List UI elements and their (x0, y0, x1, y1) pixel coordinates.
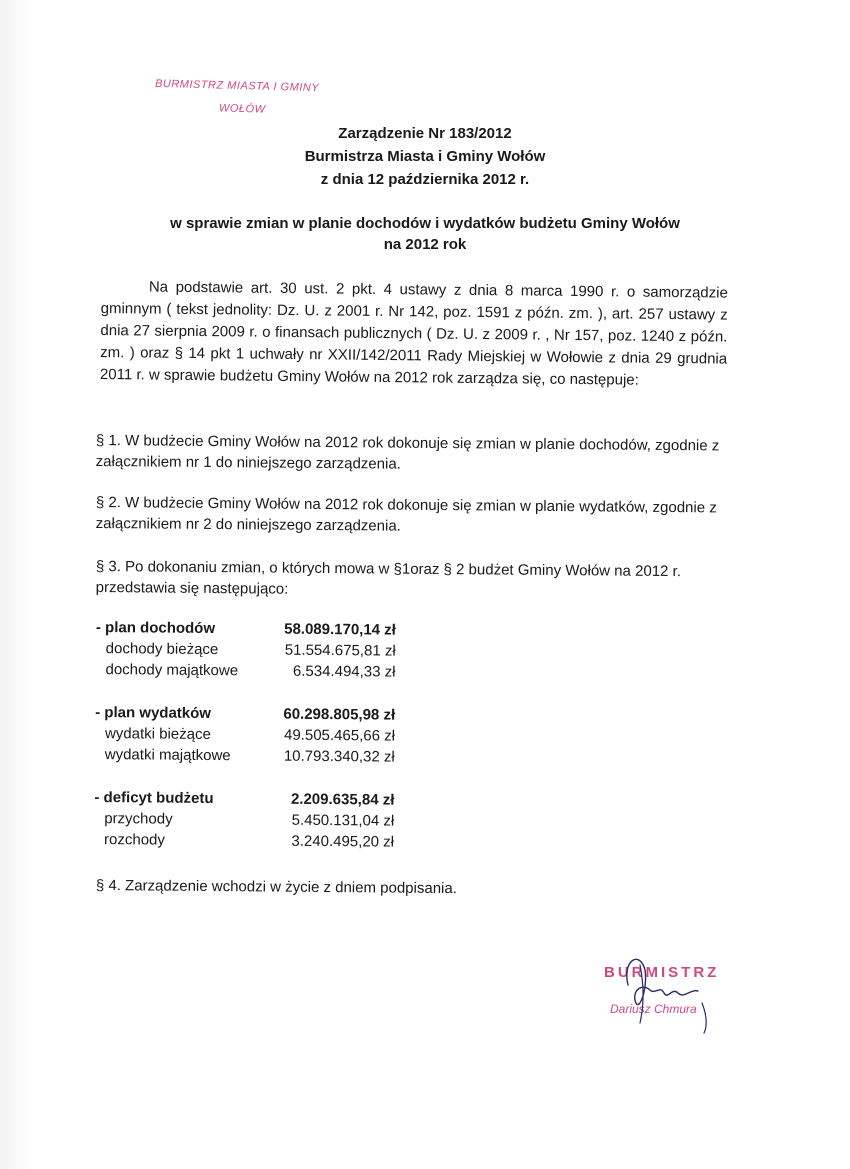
capital-expenses-label: wydatki majątkowe (104, 746, 231, 765)
capital-income-amount: 6.534.494,33 zł (292, 662, 396, 681)
deficit-label: - deficyt budżetu (94, 788, 214, 808)
outflow-label: rozchody (103, 831, 166, 849)
ordinance-issuer: Burmistrza Miasta i Gminy Wołów (304, 148, 546, 165)
expenses-row (95, 702, 395, 726)
expenses-amount: 60.298.805,98 zł (283, 705, 396, 724)
current-income-row (96, 638, 396, 662)
office-stamp-line1: BURMISTRZ MIASTA I GMINY (154, 77, 320, 95)
section-2: § 2. W budżecie Gminy Wołów na 2012 rok dokonuje się zmian w planie wydatków, zgodnie z załącznikiem nr 2 do niniejszego zarządzenia. (95, 493, 717, 535)
mayor-stamp-name: Dariusz Chmura (610, 1002, 697, 1016)
ordinance-number: Zarządzenie Nr 183/2012 (338, 125, 512, 142)
current-expenses-row (95, 723, 395, 747)
outflow-row (94, 829, 394, 853)
handwritten-signature (600, 945, 720, 1035)
capital-expenses-row (95, 744, 395, 768)
revenue-row (94, 808, 394, 832)
current-income-label: dochody bieżące (105, 640, 219, 659)
revenue-label: przychody (104, 810, 173, 828)
current-expenses-amount: 49.505.465,66 zł (283, 726, 396, 745)
capital-income-label: dochody majątkowe (105, 661, 239, 680)
subject-line1: w sprawie zmian w planie dochodów i wydatków budżetu Gminy Wołów (170, 215, 680, 232)
budget-summary (94, 617, 396, 853)
outflow-amount: 3.240.495,20 zł (291, 832, 395, 851)
subject-line2: na 2012 rok (383, 236, 467, 253)
current-income-amount: 51.554.675,81 zł (284, 641, 396, 660)
expenses-label: - plan wydatków (95, 703, 212, 723)
capital-income-row (95, 659, 395, 683)
capital-expenses-amount: 10.793.340,32 zł (283, 747, 395, 766)
deficit-row (94, 787, 394, 811)
income-amount: 58.089.170,14 zł (284, 620, 396, 639)
section-4: § 4. Zarządzenie wchodzi w życie z dniem podpisania. (95, 876, 458, 898)
ordinance-date: z dnia 12 października 2012 r. (320, 171, 530, 188)
mayor-stamp-title: BURMISTRZ (604, 964, 720, 981)
office-stamp-line2: WOŁÓW (218, 102, 266, 116)
current-expenses-label: wydatki bieżące (104, 725, 211, 744)
income-label: - plan dochodów (95, 618, 216, 638)
section-3: § 3. Po dokonaniu zmian, o których mowa w §1oraz § 2 budżet Gminy Wołów na 2012 r. przedstawia się następująco: (95, 557, 682, 598)
section-1: § 1. W budżecie Gminy Wołów na 2012 rok dokonuje się zmian w planie dochodów, zgodnie z załącznikiem nr 1 do niniejszego zarządzenia. (95, 431, 720, 473)
preamble-paragraph: Na podstawie art. 30 ust. 2 pkt. 4 ustawy z dnia 8 marca 1990 r. o samorządzie gminnym ( tekst jednolity: Dz. U. z 2001 r. Nr 142, poz. 1591 z późn. zm. ), art. 257 ustawy z dnia 27 sierpnia 2009 r. o finansach publicznych ( Dz. U. z 2009 r. , Nr 157, poz. 1240 z późn. zm. ) oraz § 14 pkt 1 uchwały nr XXII/142/2011 Rady Miejskiej w Wołowie z dnia 29 grudnia 2011 r. w sprawie budżetu Gminy Wołów na 2012 rok zarządza się, co następuje: (99, 278, 728, 389)
income-row (96, 617, 396, 641)
revenue-amount: 5.450.131,04 zł (291, 811, 395, 830)
deficit-amount: 2.209.635,84 zł (290, 790, 395, 809)
